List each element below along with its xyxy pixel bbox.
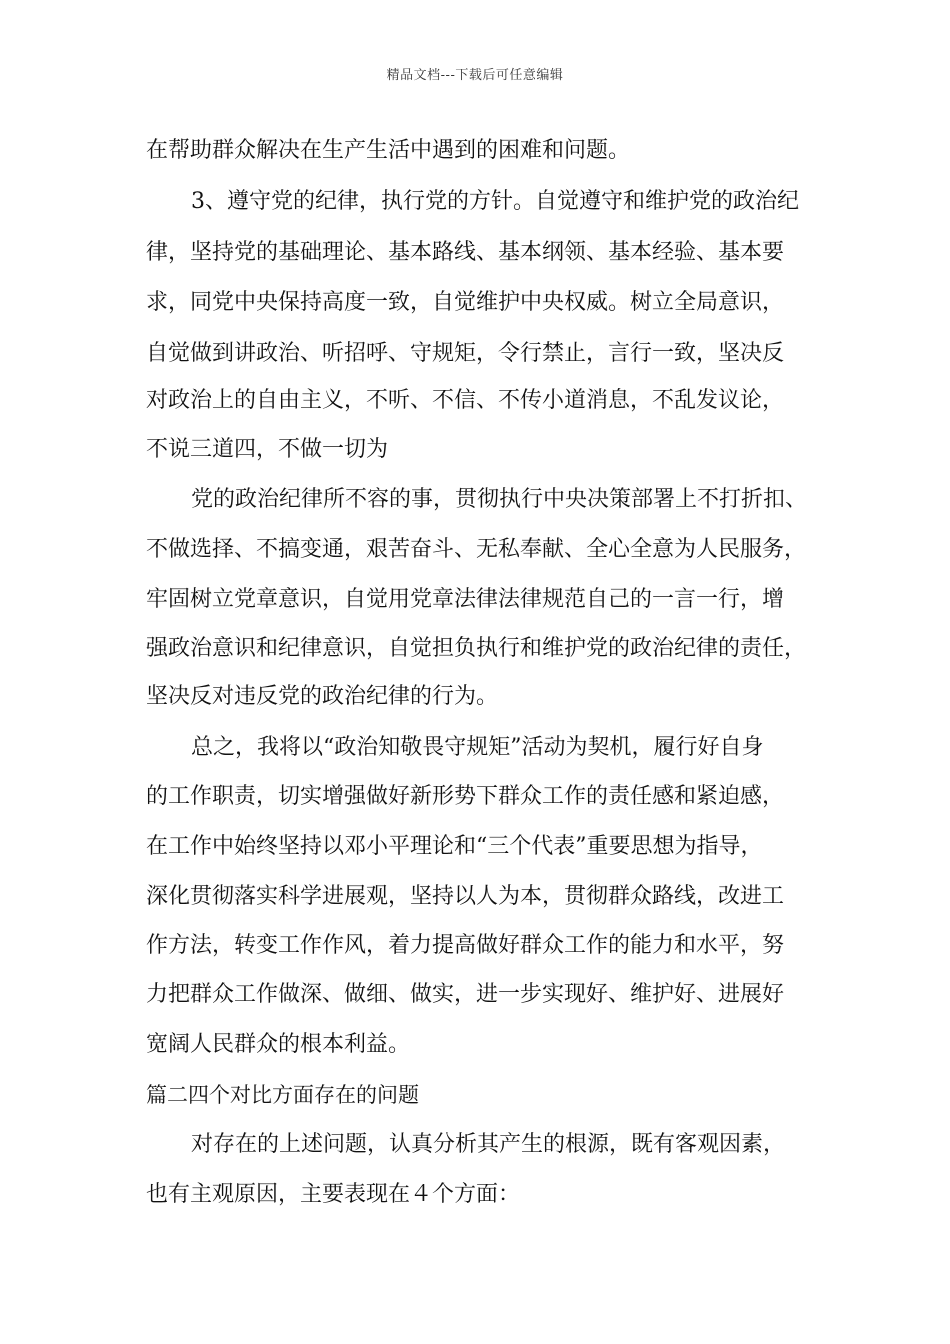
text-line: 不说三道四，不做一切为 — [146, 437, 389, 462]
text-line: 宽阔人民群众的根本利益。 — [146, 1032, 411, 1057]
text-line: 自觉做到讲政治、听招呼、守规矩，令行禁止，言行一致，坚决反 — [146, 341, 785, 366]
text-line: 在工作中始终坚持以邓小平理论和“三个代表”重要思想为指导， — [146, 834, 763, 859]
page-header: 精品文档---下载后可任意编辑 — [386, 68, 564, 83]
text-line: 强政治意识和纪律意识，自觉担负执行和维护党的政治纪律的责任， — [146, 636, 807, 661]
text-line: 坚决反对违反党的政治纪律的行为。 — [146, 684, 499, 709]
text-line: 在帮助群众解决在生产生活中遇到的困难和问题。 — [146, 138, 631, 163]
text-line: 作方法，转变工作作风，着力提高做好群众工作的能力和水平，努 — [146, 933, 785, 958]
section-heading: 篇二四个对比方面存在的问题 — [146, 1083, 419, 1107]
text-line: 党的政治纪律所不容的事，贯彻执行中央决策部署上不打折扣、 — [191, 487, 808, 512]
text-line: 不做选择、不搞变通，艰苦奋斗、无私奉献、全心全意为人民服务， — [146, 537, 807, 562]
text-line: 的工作职责，切实增强做好新形势下群众工作的责任感和紧迫感， — [146, 784, 785, 809]
text-line: 也有主观原因，主要表现在４个方面： — [146, 1182, 521, 1207]
text-line: 3、遵守党的纪律，执行党的方针。自觉遵守和维护党的政治纪 — [191, 189, 799, 214]
text-line: 律，坚持党的基础理论、基本路线、基本纲领、基本经验、基本要 — [146, 240, 785, 265]
text-line: 力把群众工作做深、做细、做实，进一步实现好、维护好、进展好 — [146, 982, 785, 1007]
text-line: 求，同党中央保持高度一致，自觉维护中央权威。树立全局意识， — [146, 290, 785, 315]
text-line: 对政治上的自由主义，不听、不信、不传小道消息，不乱发议论， — [146, 388, 785, 413]
text-line: 总之，我将以“政治知敬畏守规矩”活动为契机，履行好自身 — [191, 735, 764, 760]
text-line: 牢固树立党章意识，自觉用党章法律法律规范自己的一言一行，增 — [146, 587, 785, 612]
text-line: 深化贯彻落实科学进展观，坚持以人为本，贯彻群众路线，改进工 — [146, 884, 785, 909]
text-line: 对存在的上述问题，认真分析其产生的根源，既有客观因素， — [191, 1132, 786, 1157]
